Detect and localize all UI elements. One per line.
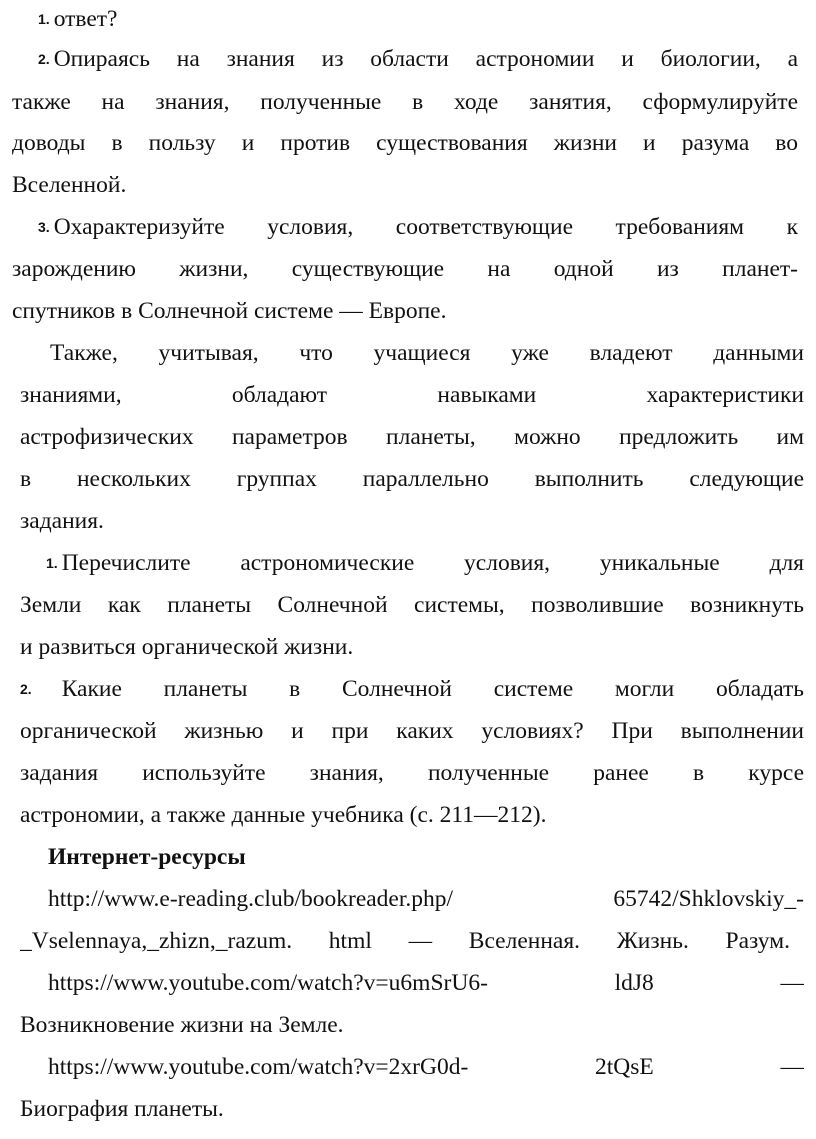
task-2-line-2: органической жизнью и при каких условиях? При выполнении: [20, 718, 804, 744]
paragraph-line-1: Также, учитывая, что учащиеся уже владеют данными: [50, 340, 804, 366]
item-2-line-1: 2. Опираясь на знания из области астрономии и биологии, а: [38, 46, 798, 72]
item-1-line-1: 1. ответ?: [38, 6, 118, 32]
task-2-line-1: 2. Какие планеты в Солнечной системе могли обладать: [20, 676, 804, 702]
item-number: 3.: [38, 219, 50, 235]
paragraph-line-2: знаниями, обладают навыками характеристики: [20, 382, 804, 408]
item-2-line-2: также на знания, полученные в ходе занятия, сформулируйте: [12, 89, 798, 115]
resource-2-line-2: Возникновение жизни на Земле.: [20, 1012, 344, 1038]
item-2-line-3: доводы в пользу и против существования жизни и разума во: [12, 130, 798, 156]
resource-2-link[interactable]: https://www.youtube.com/watch?v=u6mSrU6- ldJ8 —: [48, 970, 804, 996]
resource-3-link[interactable]: https://www.youtube.com/watch?v=2xrG0d- 2tQsE —: [48, 1054, 804, 1080]
item-3-line-3: спутников в Солнечной системе — Европе.: [12, 298, 447, 324]
item-3-line-2: зарождению жизни, существующие на одной из планет-: [12, 256, 798, 282]
paragraph-line-3: астрофизических параметров планеты, можно предложить им: [20, 424, 804, 450]
task-2-line-4: астрономии, а также данные учебника (с. 211—212).: [20, 802, 547, 828]
resource-1-url[interactable]: http://www.e-reading.club/bookreader.php/ 65742/Shklovskiy_-: [48, 886, 804, 912]
task-2-line-3: задания используйте знания, полученные ранее в курсе: [20, 760, 804, 786]
paragraph-line-5: задания.: [20, 508, 104, 534]
item-3-line-1: 3. Охарактеризуйте условия, соответствующие требованиям к: [38, 214, 798, 240]
task-1-line-1: 1. Перечислите астрономические условия, уникальные для: [46, 550, 804, 576]
task-1-line-3: и развиться органической жизни.: [20, 634, 354, 660]
resource-1-line-2: _Vselennaya,_zhizn,_razum. html — Вселенная. Жизнь. Разум.: [20, 928, 790, 954]
item-number: 2.: [38, 51, 50, 67]
resource-3-line-2: Биография планеты.: [20, 1096, 224, 1122]
item-2-line-4: Вселенной.: [12, 172, 127, 198]
task-1-line-2: Земли как планеты Солнечной системы, позволившие возникнуть: [20, 592, 804, 618]
resources-heading: Интернет-ресурсы: [48, 844, 246, 870]
resource-1-link[interactable]: [48, 884, 804, 914]
item-number: 1.: [38, 11, 50, 27]
task-number: 1.: [46, 555, 58, 571]
task-number: 2.: [20, 681, 32, 697]
paragraph-line-4: в нескольких группах параллельно выполнить следующие: [20, 466, 804, 492]
